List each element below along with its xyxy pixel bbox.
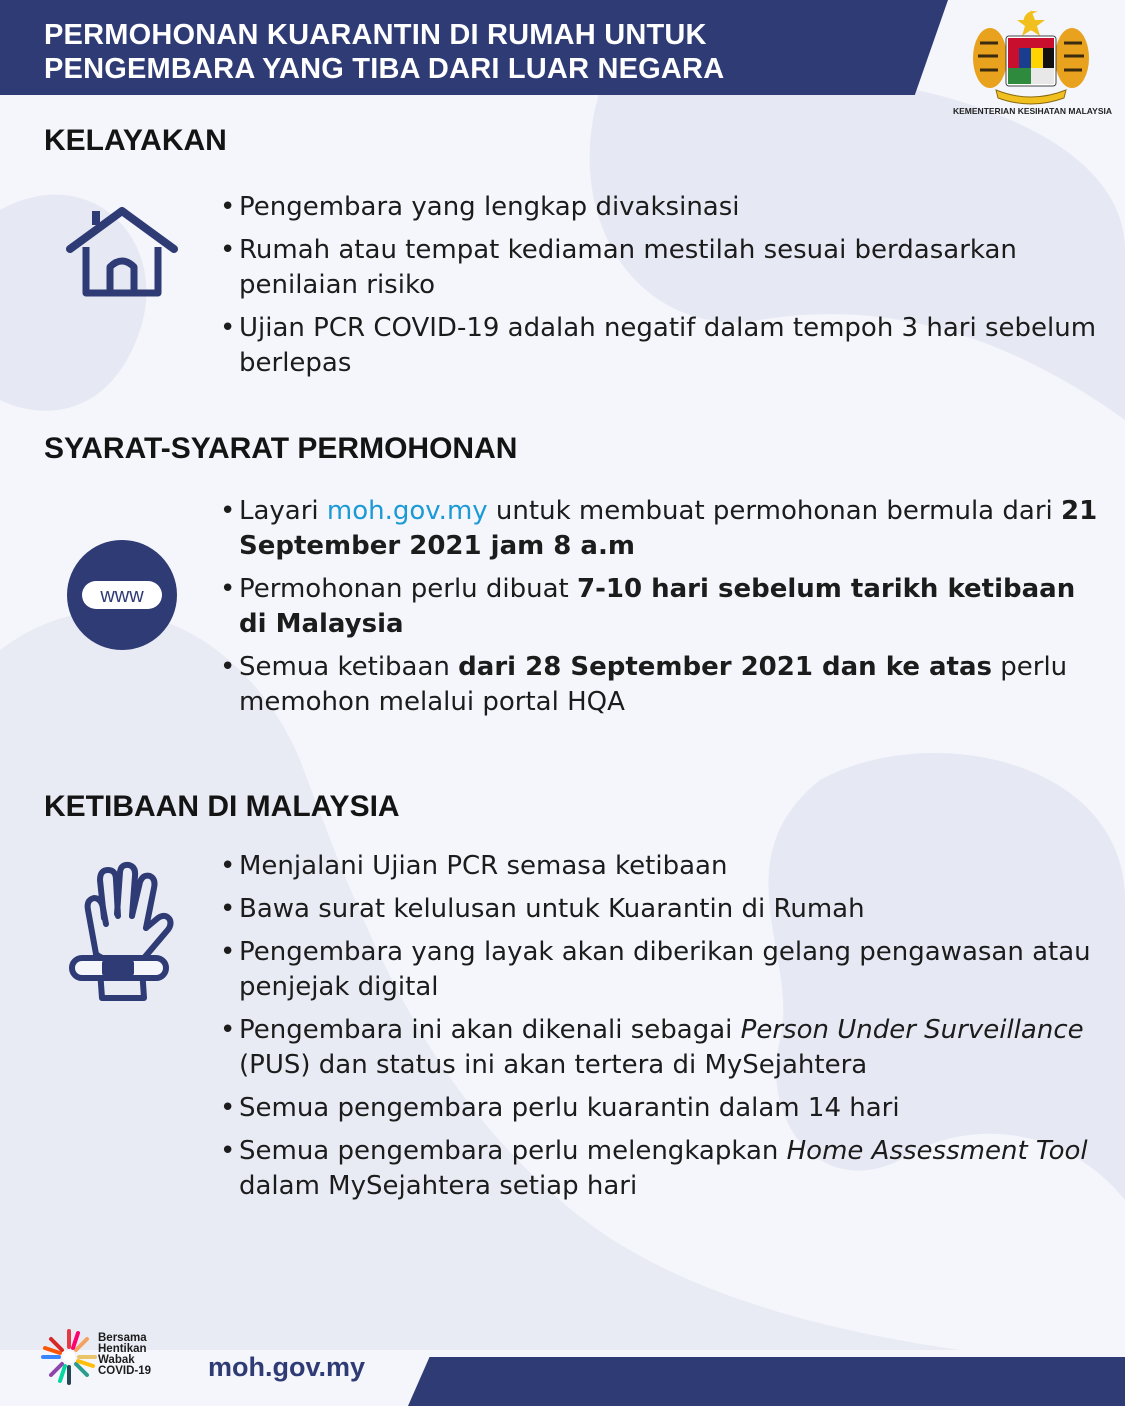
- list-item: • Bawa surat kelulusan untuk Kuarantin di Rumah: [220, 892, 1100, 927]
- list-item: • Rumah atau tempat kediaman mestilah sesuai berdasarkan penilaian risiko: [220, 233, 1100, 303]
- www-icon: [67, 540, 177, 650]
- list-item: • Semua ketibaan dari 28 September 2021 dan ke atas perlu memohon melalui portal HQA: [220, 650, 1100, 720]
- list-item: • Semua pengembara perlu melengkapkan Home Assessment Tool dalam MySejahtera setiap hari: [220, 1134, 1100, 1204]
- moh-link[interactable]: moh.gov.my: [326, 496, 488, 526]
- syarat-list: [220, 494, 1100, 728]
- list-item: • Pengembara yang layak akan diberikan gelang pengawasan atau penjejak digital: [220, 935, 1100, 1005]
- list-item: • Menjalani Ujian PCR semasa ketibaan: [220, 849, 1100, 884]
- footer-website-link[interactable]: moh.gov.my: [208, 1352, 366, 1382]
- list-item: • Pengembara yang lengkap divaksinasi: [220, 190, 1100, 225]
- ministry-name: KEMENTERIAN KESIHATAN MALAYSIA: [953, 106, 1112, 116]
- list-item: • Semua pengembara perlu kuarantin dalam 14 hari: [220, 1091, 1100, 1126]
- list-item: • Layari moh.gov.my untuk membuat permohonan bermula dari 21 September 2021 jam 8 a.m: [220, 494, 1100, 564]
- campaign-logo-icon: [40, 1328, 98, 1386]
- ketibaan-list: [220, 849, 1100, 1212]
- section-title-ketibaan: KETIBAAN DI MALAYSIA: [44, 790, 400, 823]
- list-item: • Ujian PCR COVID-19 adalah negatif dalam tempoh 3 hari sebelum berlepas: [220, 311, 1100, 381]
- list-item: • Pengembara ini akan dikenali sebagai Person Under Surveillance (PUS) dan status ini akan tertera di MySejahtera: [220, 1013, 1100, 1083]
- section-title-syarat: SYARAT-SYARAT PERMOHONAN: [44, 432, 518, 465]
- www-label: www: [100, 585, 144, 607]
- list-item: • Permohonan perlu dibuat 7-10 hari sebelum tarikh ketibaan di Malaysia: [220, 572, 1100, 642]
- section-title-kelayakan: KELAYAKAN: [44, 124, 227, 157]
- coat-of-arms-icon: [968, 8, 1094, 106]
- campaign-tagline: Bersama Hentikan Wabak COVID-19: [98, 1332, 152, 1377]
- footer-banner: [408, 1357, 1125, 1406]
- page-title: PERMOHONAN KUARANTIN DI RUMAH UNTUK PENGEMBARA YANG TIBA DARI LUAR NEGARA: [44, 19, 725, 85]
- hand-wristband-icon: [66, 858, 178, 1006]
- house-icon: [66, 205, 178, 297]
- kelayakan-list: [220, 190, 1100, 389]
